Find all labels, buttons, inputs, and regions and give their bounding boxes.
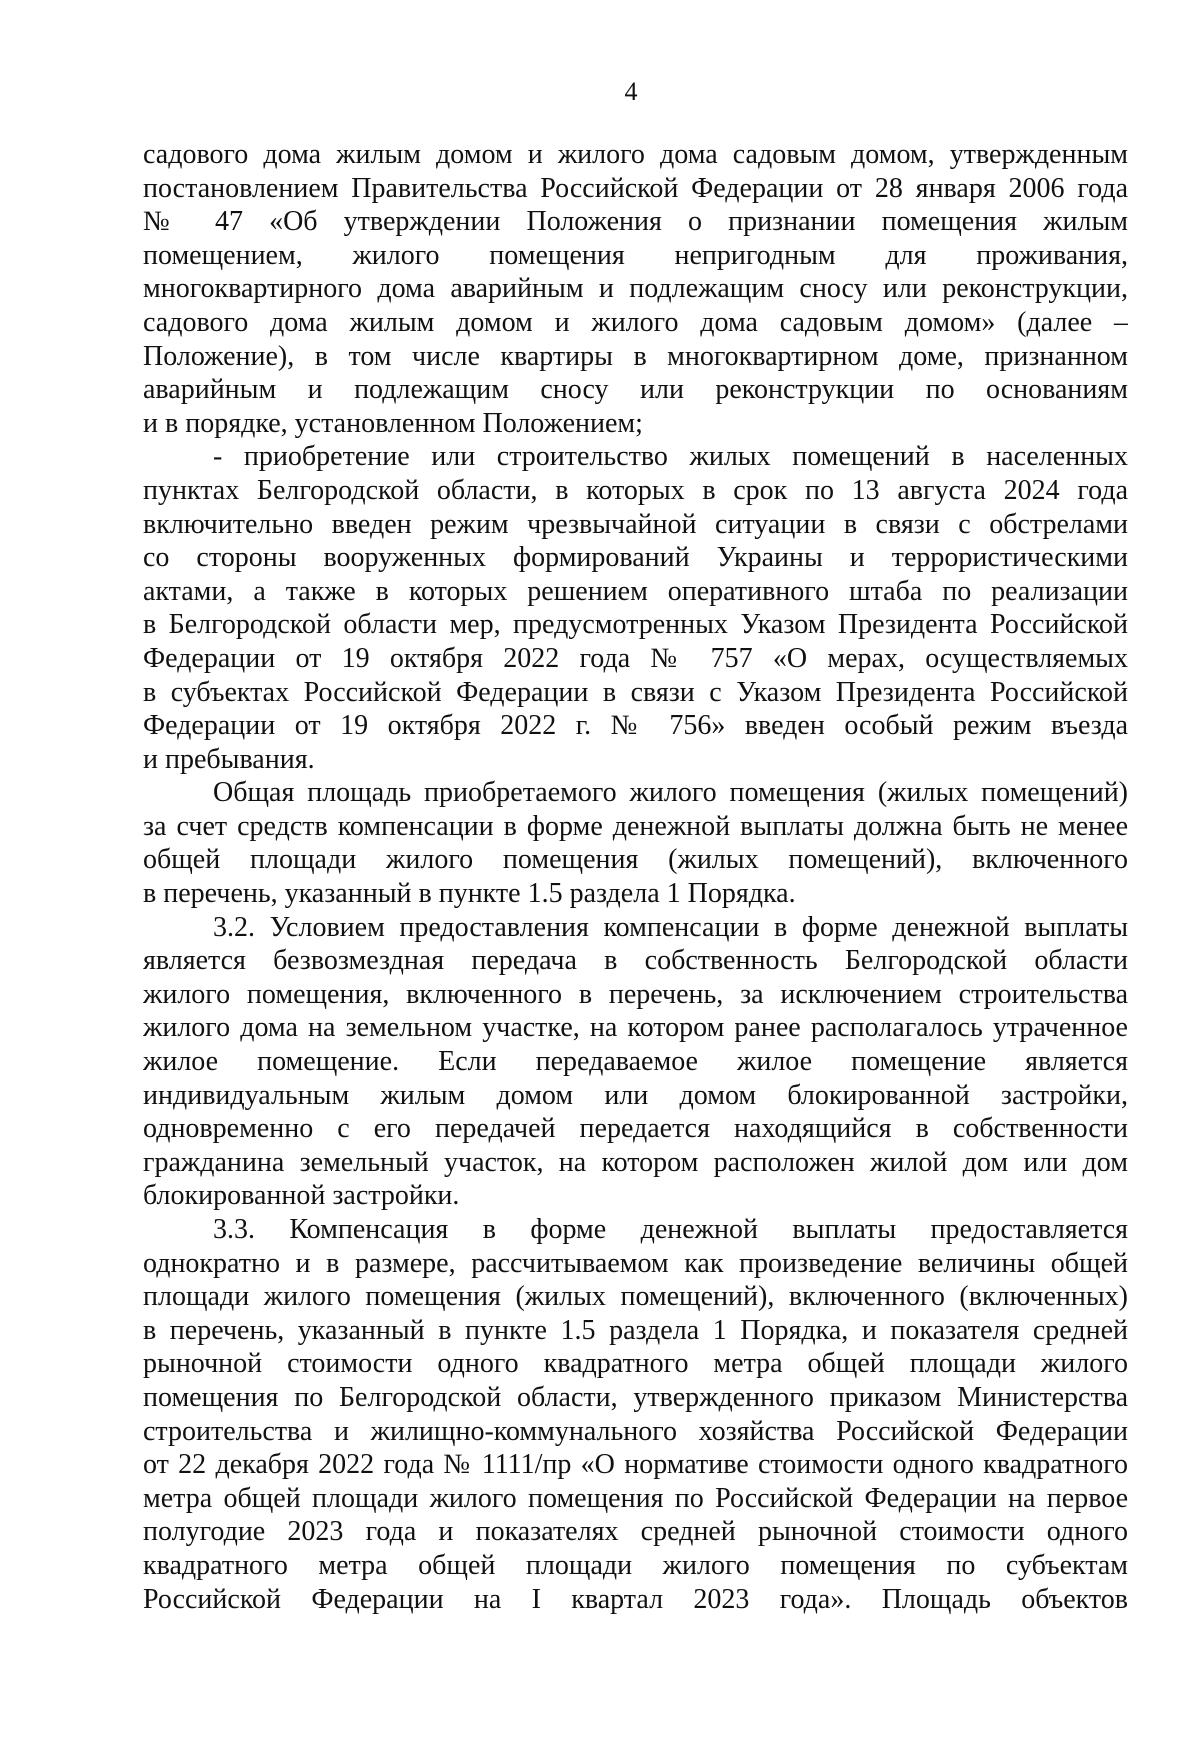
text-line: рыночной стоимости одного квадратного метра общей площади жилого — [143, 1348, 1128, 1380]
text-line: жилого помещения, включенного в перечень, за исключением строительства — [143, 978, 1128, 1010]
text-line: квадратного метра общей площади жилого помещения по субъектам — [143, 1549, 1128, 1581]
text-line: № 47 «Об утверждении Положения о признании помещения жилым — [143, 206, 1128, 238]
text-line: в перечень, указанный в пункте 1.5 раздела 1 Порядка, и показателя средней — [143, 1314, 1128, 1346]
text-line: садового дома жилым домом и жилого дома садовым домом, утвержденным — [143, 139, 1128, 170]
text-line: одновременно с его передачей передается находящийся в собственности — [143, 1113, 1128, 1145]
text-line: включительно введен режим чрезвычайной ситуации в связи с обстрелами — [143, 508, 1128, 540]
text-line: в перечень, указанный в пункте 1.5 раздела 1 Порядка. — [143, 878, 796, 910]
text-line: Российской Федерации на I квартал 2023 года». Площадь объектов — [143, 1583, 1128, 1615]
text-line: площади жилого помещения (жилых помещений), включенного (включенных) — [143, 1281, 1128, 1313]
text-line: помещением, жилого помещения непригодным для проживания, — [143, 239, 1128, 271]
text-line: и пребывания. — [143, 743, 315, 775]
text-line: общей площади жилого помещения (жилых помещений), включенного — [143, 844, 1128, 876]
text-line: Общая площадь приобретаемого жилого помещения (жилых помещений) — [213, 777, 1128, 809]
text-line: со стороны вооруженных формирований Украины и террористическими — [143, 542, 1128, 574]
text-line: - приобретение или строительство жилых помещений в населенных — [213, 441, 1128, 473]
text-line: блокированной застройки. — [143, 1180, 460, 1212]
text-line: гражданина земельный участок, на котором расположен жилой дом или дом — [143, 1146, 1128, 1178]
text-line: строительства и жилищно-коммунального хозяйства Российской Федерации — [143, 1415, 1128, 1447]
text-line: однократно и в размере, рассчитываемом как произведение величины общей — [143, 1247, 1128, 1279]
text-line: в Белгородской области мер, предусмотренных Указом Президента Российской — [143, 609, 1128, 641]
text-line: полугодие 2023 года и показателях средней рыночной стоимости одного — [143, 1516, 1128, 1548]
text-line: актами, а также в которых решением оперативного штаба по реализации — [143, 575, 1128, 607]
text-line: в субъектах Российской Федерации в связи с Указом Президента Российской — [143, 676, 1128, 708]
text-line: помещения по Белгородской области, утвержденного приказом Министерства — [143, 1381, 1128, 1413]
text-line: аварийным и подлежащим сносу или реконструкции по основаниям — [143, 374, 1128, 406]
text-line: 3.3. Компенсация в форме денежной выплаты предоставляется — [213, 1214, 1128, 1245]
text-line: является безвозмездная передача в собственность Белгородской области — [143, 945, 1128, 977]
text-line: от 22 декабря 2022 года № 1111/пр «О нормативе стоимости одного квадратного — [143, 1449, 1128, 1481]
text-line: постановлением Правительства Российской Федерации от 28 января 2006 года — [143, 172, 1128, 204]
page-number: 4 — [624, 77, 638, 106]
text-line: Федерации от 19 октября 2022 г. № 756» введен особый режим въезда — [143, 710, 1128, 742]
text-line: жилого дома на земельном участке, на котором ранее располагалось утраченное — [143, 1012, 1128, 1044]
text-line: многоквартирного дома аварийным и подлежащим сносу или реконструкции, — [143, 273, 1128, 305]
text-line: за счет средств компенсации в форме денежной выплаты должна быть не менее — [143, 810, 1128, 842]
document-body — [143, 138, 1128, 1616]
text-line: садового дома жилым домом и жилого дома садовым домом» (далее – — [143, 306, 1128, 338]
text-line: индивидуальным жилым домом или домом блокированной застройки, — [143, 1079, 1128, 1111]
text-line: метра общей площади жилого помещения по Российской Федерации на первое — [143, 1482, 1128, 1514]
text-line: Федерации от 19 октября 2022 года № 757 «О мерах, осуществляемых — [143, 642, 1128, 674]
text-line: Положение), в том числе квартиры в многоквартирном доме, признанном — [143, 340, 1128, 372]
text-line: 3.2. Условием предоставления компенсации в форме денежной выплаты — [213, 911, 1128, 943]
text-line: жилое помещение. Если передаваемое жилое помещение является — [143, 1046, 1128, 1078]
text-line: и в порядке, установленном Положением; — [143, 407, 643, 439]
text-line: пунктах Белгородской области, в которых в срок по 13 августа 2024 года — [143, 474, 1128, 506]
